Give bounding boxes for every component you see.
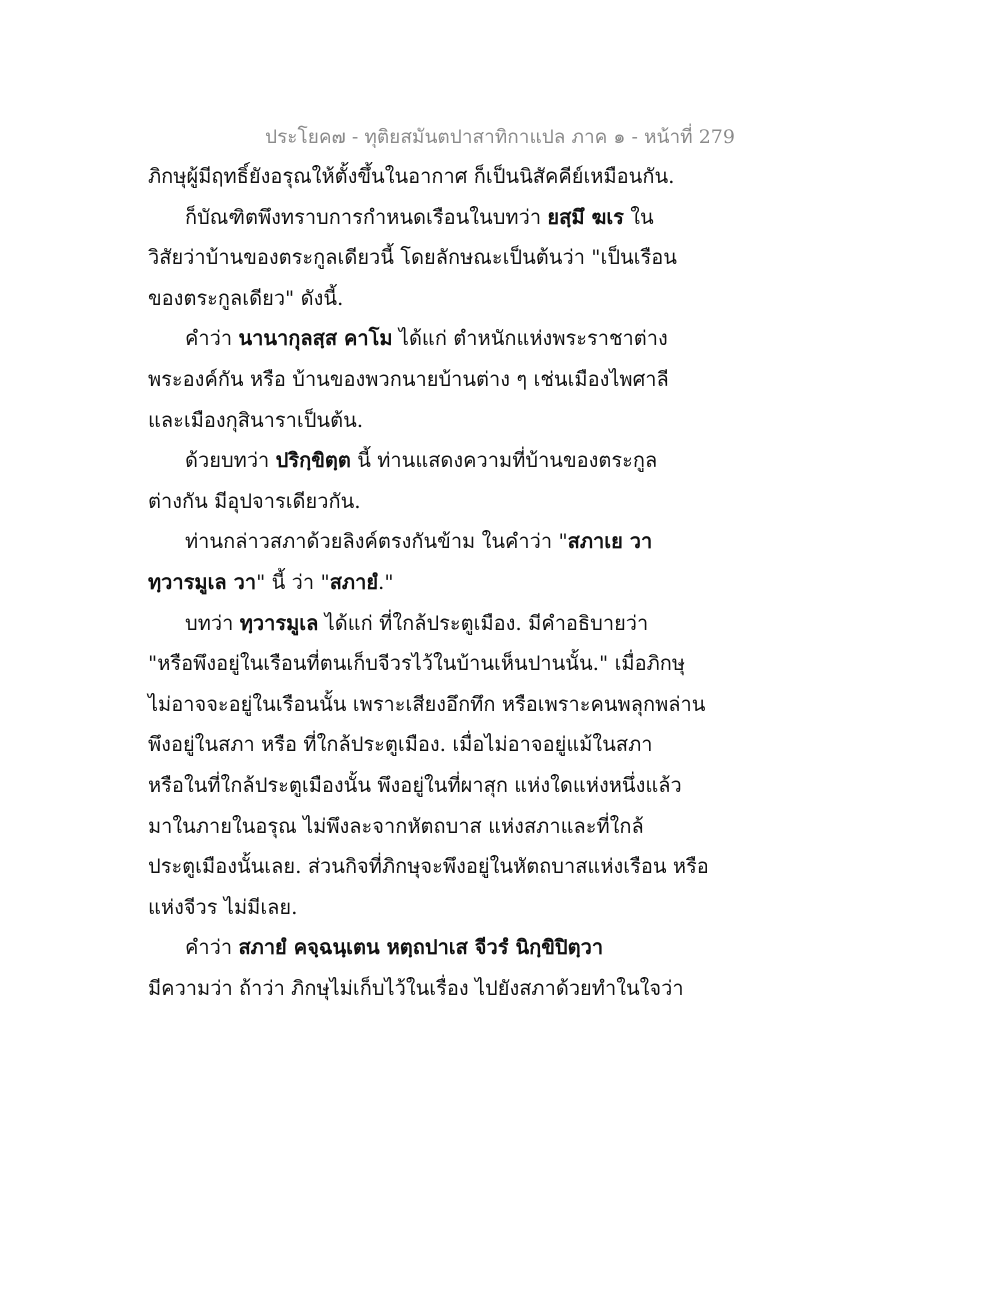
text-span: ใน bbox=[623, 204, 654, 229]
text-span: แห่งจีวร ไม่มีเลย. bbox=[148, 894, 298, 919]
text-span: ด้วยบทว่า bbox=[185, 448, 276, 473]
text-line bbox=[148, 846, 768, 887]
text-span: คำว่า bbox=[185, 326, 239, 351]
bold-term: ปริกฺขิตฺต bbox=[275, 448, 351, 473]
bold-term: สภาเย วา bbox=[567, 529, 653, 554]
bold-term: สภายํ คจฺฉนฺเตน หตฺถปาเส จีวรํ นิกฺขิปิตฺวา bbox=[238, 935, 604, 960]
text-span: มีความว่า ถ้าว่า ภิกษุไม่เก็บไว้ในเรื่อง ไปยังสภาด้วยทำในใจว่า bbox=[148, 975, 684, 1000]
text-span: ของตระกูลเดียว" ดังนี้. bbox=[148, 285, 344, 310]
text-line bbox=[148, 968, 768, 1009]
text-span: หรือในที่ใกล้ประตูเมืองนั้น พึงอยู่ในที่ผาสุก แห่งใดแห่งหนึ่งแล้ว bbox=[148, 772, 682, 797]
text-line bbox=[148, 318, 768, 359]
text-line bbox=[148, 927, 768, 968]
text-span: ไม่อาจจะอยู่ในเรือนนั้น เพราะเสียงอึกทึก หรือเพราะคนพลุกพล่าน bbox=[148, 691, 706, 716]
text-line bbox=[148, 359, 768, 400]
text-span: บทว่า bbox=[185, 610, 240, 635]
text-span: นี้ ท่านแสดงความที่บ้านของตระกูล bbox=[350, 448, 658, 473]
bold-term: ยสฺมึ ฆเร bbox=[547, 204, 624, 229]
text-span: "หรือพึงอยู่ในเรือนที่ตนเก็บจีวรไว้ในบ้านเห็นปานนั้น." เมื่อภิกษุ bbox=[148, 651, 686, 676]
text-span: " นี้ ว่า " bbox=[256, 569, 330, 594]
text-line bbox=[148, 156, 768, 197]
text-line bbox=[148, 400, 768, 441]
bold-term: ทฺวารมูเล bbox=[239, 610, 319, 635]
text-line bbox=[148, 684, 768, 725]
text-line bbox=[148, 521, 768, 562]
text-span: ก็บัณฑิตพึงทราบการกำหนดเรือนในบทว่า bbox=[185, 204, 548, 229]
text-span: ได้แก่ ตำหนักแห่งพระราชาต่าง bbox=[392, 326, 668, 351]
text-line bbox=[148, 481, 768, 522]
bold-term: ทฺวารมูเล วา bbox=[148, 569, 257, 594]
text-line bbox=[148, 724, 768, 765]
bold-term: สภายํ bbox=[329, 569, 379, 594]
text-span: ภิกษุผู้มีฤทธิ์ยังอรุณให้ตั้งขึ้นในอากาศ ก็เป็นนิสัคคีย์เหมือนกัน. bbox=[148, 164, 675, 188]
text-span: ." bbox=[378, 569, 394, 594]
text-span: พึงอยู่ในสภา หรือ ที่ใกล้ประตูเมือง. เมื่อไม่อาจอยู่แม้ในสภา bbox=[148, 732, 653, 757]
text-line bbox=[148, 440, 768, 481]
text-span: วิสัยว่าบ้านของตระกูลเดียวนี้ โดยลักษณะเป็นต้นว่า "เป็นเรือน bbox=[148, 245, 677, 270]
text-span: ประตูเมืองนั้นเลย. ส่วนกิจที่ภิกษุจะพึงอยู่ในหัตถบาสแห่งเรือน หรือ bbox=[148, 854, 709, 879]
text-span: และเมืองกุสินาราเป็นต้น. bbox=[148, 407, 364, 432]
text-line bbox=[148, 887, 768, 928]
page-header: ประโยค๗ - ทุติยสมันตปาสาทิกาแปล ภาค ๑ - หน้าที่ 279 bbox=[265, 126, 735, 148]
bold-term: นานากุลสฺส คาโม bbox=[238, 326, 393, 351]
text-line bbox=[148, 562, 768, 603]
text-span: พระองค์กัน หรือ บ้านของพวกนายบ้านต่าง ๆ เช่นเมืองไพศาลี bbox=[148, 366, 669, 391]
text-line bbox=[148, 237, 768, 278]
text-span: ได้แก่ ที่ใกล้ประตูเมือง. มีคำอธิบายว่า bbox=[318, 610, 649, 635]
text-line bbox=[148, 603, 768, 644]
body-text bbox=[148, 156, 768, 1008]
text-span: คำว่า bbox=[185, 935, 239, 960]
text-span: มาในภายในอรุณ ไม่พึงละจากหัตถบาส แห่งสภาและที่ใกล้ bbox=[148, 813, 644, 838]
text-line bbox=[148, 197, 768, 238]
text-line bbox=[148, 806, 768, 847]
text-line bbox=[148, 643, 768, 684]
text-line bbox=[148, 765, 768, 806]
text-line bbox=[148, 278, 768, 319]
text-span: ต่างกัน มีอุปจารเดียวกัน. bbox=[148, 488, 361, 513]
text-span: ท่านกล่าวสภาด้วยลิงค์ตรงกันข้าม ในคำว่า " bbox=[185, 529, 568, 554]
